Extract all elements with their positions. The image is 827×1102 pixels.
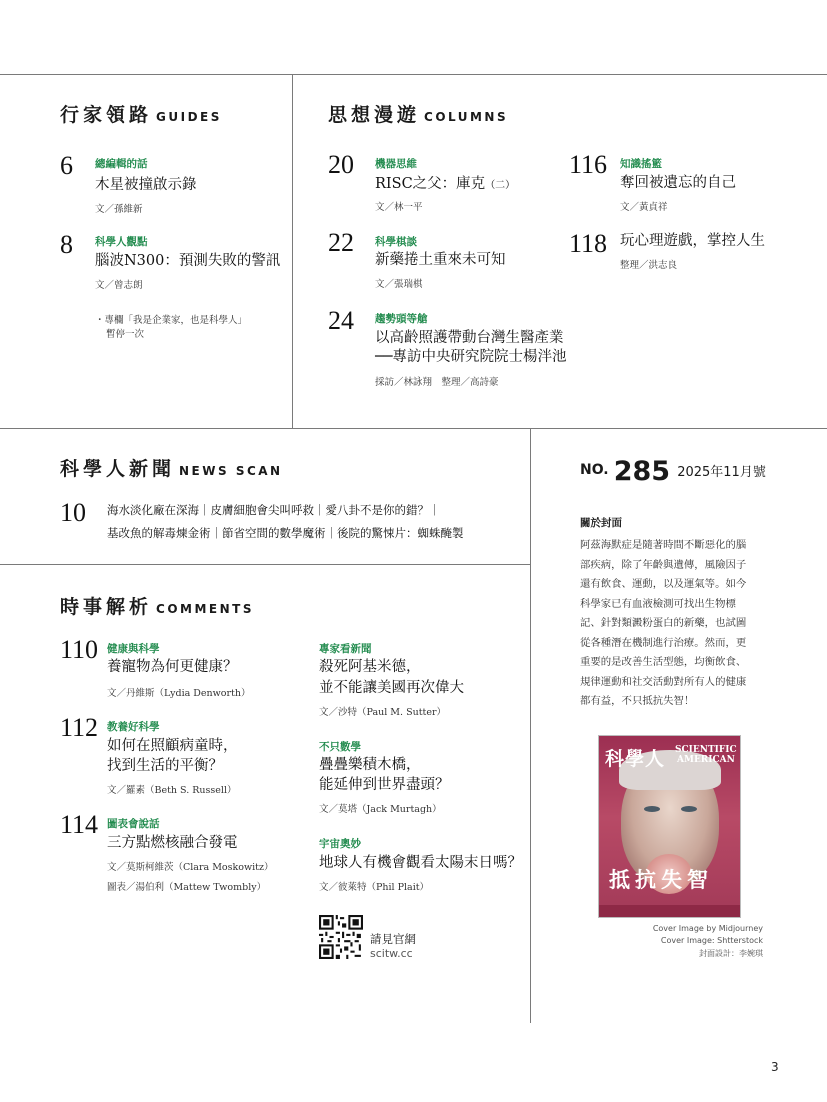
page-number: 10 xyxy=(60,498,86,527)
author: 整理／洪志良 xyxy=(620,260,678,271)
author: 文／張瑞棋 xyxy=(375,279,423,290)
article-title: 奪回被遺忘的自己 xyxy=(620,175,736,191)
author: 文／林一平 xyxy=(375,202,423,213)
article-title-main: RISC之父：庫克 xyxy=(375,176,486,192)
top-rule xyxy=(0,74,827,75)
cover-line: 規律運動和社交活動對所有人的健康 xyxy=(580,675,747,688)
page-number: 24 xyxy=(328,306,354,335)
article-title-line2: 找到生活的平衡？ xyxy=(107,758,223,774)
page-number-footer: 3 xyxy=(771,1060,779,1074)
page-number: 118 xyxy=(569,229,608,258)
category-label: 知識搖籃 xyxy=(620,158,662,170)
qr-code-icon xyxy=(319,915,363,959)
mid-rule xyxy=(0,428,827,429)
column-divider-top xyxy=(292,74,293,428)
news-items-line: 海水淡化廠在深海｜皮膚細胞會尖叫呼救｜愛八卦不是你的錯？｜ xyxy=(107,503,441,517)
cover-credit: 封面設計：李婉琪 xyxy=(699,949,763,958)
category-label: 總編輯的話 xyxy=(95,158,148,170)
article-subtitle: ──專訪中央研究院院士楊泮池 xyxy=(375,349,567,365)
page-number: 114 xyxy=(60,810,99,839)
cover-credit: Cover Image: Shtterstock xyxy=(660,936,763,945)
cover-headline: 抵抗失智 xyxy=(609,867,713,892)
website-link[interactable] xyxy=(319,915,459,961)
author: 文／沙特（Paul M. Sutter） xyxy=(319,707,446,718)
issue-date: 2025年11月號 xyxy=(677,465,766,480)
cover-line: 部疾病，除了年齡與遺傳，風險因子 xyxy=(580,558,747,571)
cover-description xyxy=(580,536,770,712)
page-number: 6 xyxy=(60,151,73,180)
cover-line: 重要的是改善生活型態，均衡飲食、 xyxy=(580,656,747,668)
author: 文／羅素（Beth S. Russell） xyxy=(107,785,237,796)
cover-logo: 科學人 xyxy=(605,748,666,770)
article-title: 養寵物為何更健康？ xyxy=(107,659,238,675)
website-url: scitw.cc xyxy=(370,947,413,960)
section-title-en: COLUMNS xyxy=(424,110,509,124)
page-number: 22 xyxy=(328,228,354,257)
cover-line: 從各種潛在機制進行治療。然而，更 xyxy=(580,636,747,649)
column-note: 暫停一次 xyxy=(106,329,145,340)
category-label: 趨勢頭等艙 xyxy=(375,313,428,325)
section-title-columns xyxy=(328,100,508,127)
issue-info xyxy=(580,456,766,487)
page-number: 110 xyxy=(60,635,99,664)
issue-number: 285 xyxy=(613,456,671,487)
author: 採訪／林詠翔 整理／高詩豪 xyxy=(375,377,499,388)
section-title-en: GUIDES xyxy=(156,110,222,124)
article-title-line2: 能延伸到世界盡頭？ xyxy=(319,777,450,793)
category-label: 科學人觀點 xyxy=(95,236,148,248)
author: 文／曾志朗 xyxy=(95,280,143,291)
cover-line: 還有飲食、運動，以及運氣等。如今 xyxy=(580,578,747,590)
article-title: 地球人有機會觀看太陽末日嗎？ xyxy=(319,855,522,871)
category-label: 機器思維 xyxy=(375,158,417,170)
author: 文／丹維斯（Lydia Denworth） xyxy=(107,688,251,699)
category-label: 健康與科學 xyxy=(107,643,160,655)
article-title: 玩心理遊戲，掌控人生 xyxy=(620,233,765,249)
column-note: ・專欄「我是企業家，也是科學人」 xyxy=(95,315,248,326)
section-title-guides xyxy=(60,100,222,127)
cover-image[interactable] xyxy=(598,735,741,918)
section-title-news xyxy=(60,454,283,481)
cover-line: 記、針對類澱粉蛋白的新藥，也試圖 xyxy=(580,617,747,629)
cover-logo-en: AMERICAN xyxy=(677,755,735,765)
author: 文／黃貞祥 xyxy=(620,202,668,213)
article-title-suffix: （二） xyxy=(485,180,516,191)
cover-line: 都有益，不只抵抗失智！ xyxy=(580,695,695,707)
section-title-zh: 行家領路 xyxy=(60,104,153,126)
author: 文／莫斯柯維茨（Clara Moskowitz） xyxy=(107,862,274,873)
article-title-line2: 並不能讓美國再次偉大 xyxy=(319,680,464,696)
category-label: 不只數學 xyxy=(319,741,361,753)
article-title: 疊疊樂積木橋， xyxy=(319,757,421,773)
article-title: 殺死阿基米德， xyxy=(319,659,421,675)
section-title-comments xyxy=(60,592,254,619)
article-title: 如何在照顧病童時， xyxy=(107,738,238,754)
section-title-en: NEWS SCAN xyxy=(179,464,283,478)
cover-credit: Cover Image by Midjourney xyxy=(652,924,763,933)
page-number: 116 xyxy=(569,150,608,179)
category-label: 教養好科學 xyxy=(107,721,160,733)
section-title-zh: 科學人新聞 xyxy=(60,458,176,480)
cover-footer-strip xyxy=(599,905,740,917)
category-label: 科學棋談 xyxy=(375,236,417,248)
cover-line: 科學家已有血液檢測可找出生物標 xyxy=(580,597,736,610)
author: 文／彼萊特（Phil Plait） xyxy=(319,882,430,893)
cover-line: 阿茲海默症是隨著時間不斷惡化的腦 xyxy=(580,539,747,551)
chart-author: 圖表／湯伯利（Mattew Twombly） xyxy=(107,882,267,893)
cover-heading: 關於封面 xyxy=(580,517,622,529)
section-title-zh: 思想漫遊 xyxy=(328,104,421,126)
article-title: 腦波N300：預測失敗的警訊 xyxy=(95,253,281,269)
article-title: 木星被撞啟示錄 xyxy=(95,177,197,193)
website-label: 請見官網 xyxy=(370,932,416,946)
article-title: 以高齡照護帶動台灣生醫產業 xyxy=(375,330,564,346)
issue-prefix: NO. xyxy=(580,462,609,478)
comments-rule xyxy=(0,564,531,565)
eye-left xyxy=(644,806,660,812)
category-label: 圖表會說話 xyxy=(107,818,160,830)
news-items-line: 基改魚的解毒煉金術｜節省空間的數學魔術｜後院的驚悚片：蜘蛛醃製 xyxy=(107,526,464,540)
author: 文／孫維新 xyxy=(95,204,143,215)
article-title: 新藥捲土重來未可知 xyxy=(375,252,506,268)
author: 文／莫塔（Jack Murtagh） xyxy=(319,804,442,815)
column-divider-bottom xyxy=(530,428,531,1023)
eye-right xyxy=(681,806,697,812)
article-title xyxy=(375,174,515,196)
page-number: 112 xyxy=(60,713,99,742)
category-label: 宇宙奧妙 xyxy=(319,838,361,850)
section-title-zh: 時事解析 xyxy=(60,596,153,618)
section-title-en: COMMENTS xyxy=(156,602,254,616)
category-label: 專家看新聞 xyxy=(319,643,372,655)
article-title: 三方點燃核融合發電 xyxy=(107,835,238,851)
cover-logo-en: SCIENTIFIC xyxy=(675,745,737,755)
page-number: 20 xyxy=(328,150,354,179)
page-number: 8 xyxy=(60,230,73,259)
